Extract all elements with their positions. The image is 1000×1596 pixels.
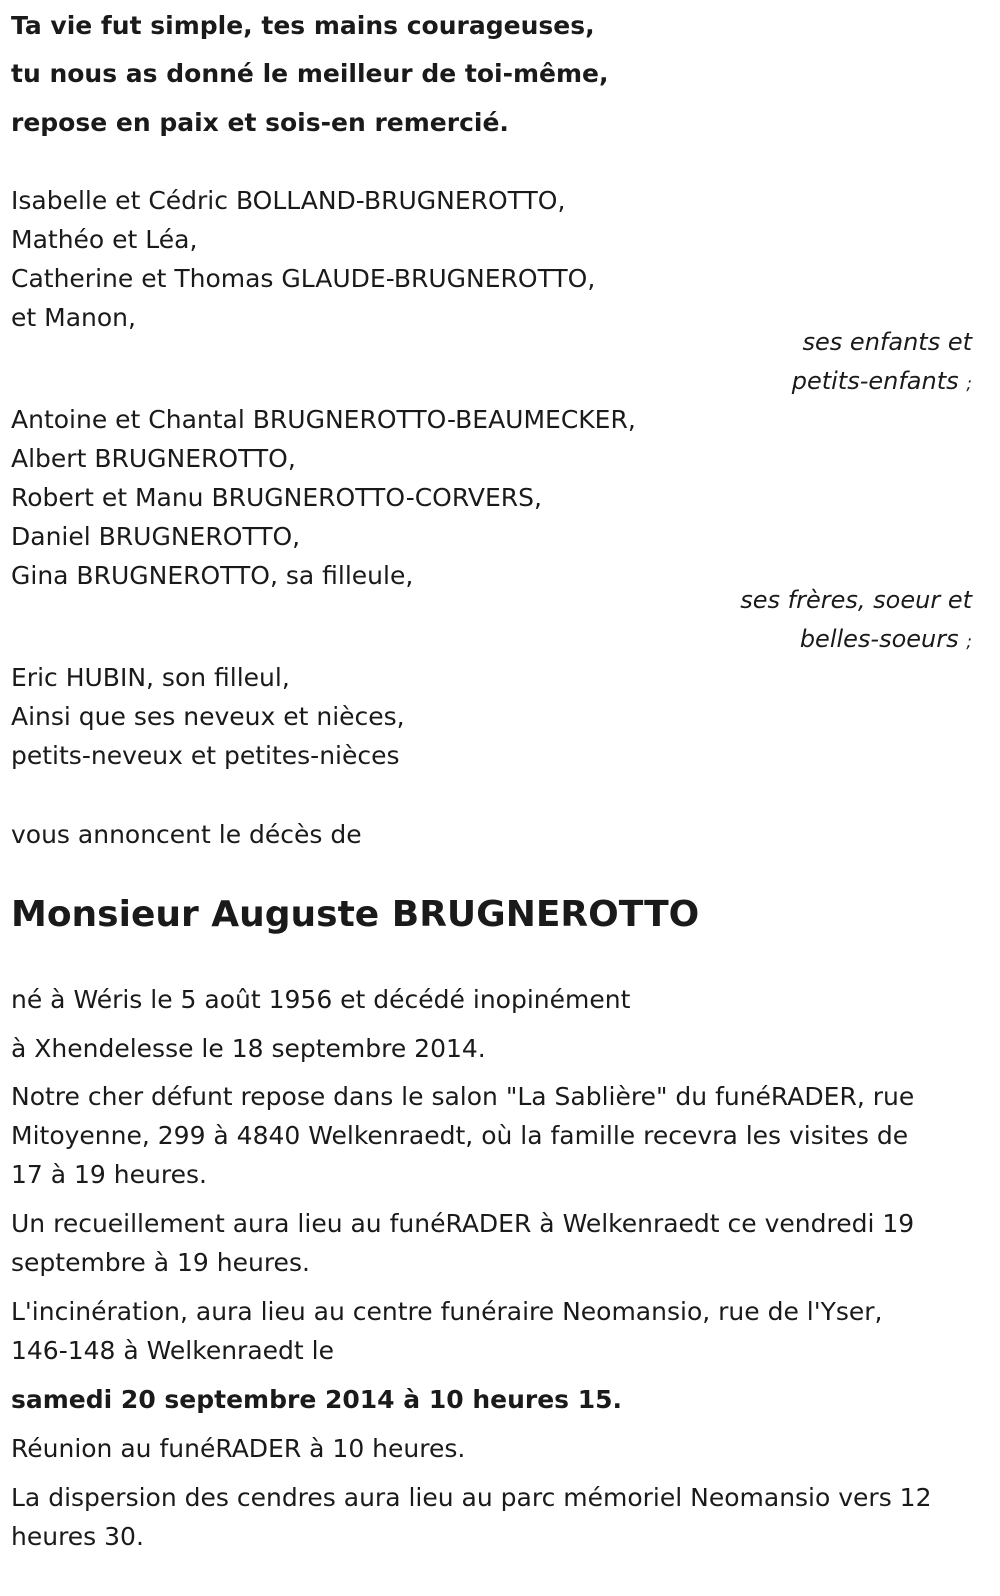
family-line: Daniel BRUGNEROTTO,	[11, 522, 301, 551]
family-line: Mathéo et Léa,	[11, 225, 198, 254]
announce-text: vous annoncent le décès de	[11, 820, 362, 849]
detail-line: heures 30.	[11, 1522, 144, 1551]
family-line: Eric HUBIN, son filleul,	[11, 663, 290, 692]
detail-line: Un recueillement aura lieu au funéRADER à Welkenraedt ce vendredi 19	[11, 1209, 915, 1238]
ceremony-date: samedi 20 septembre 2014 à 10 heures 15.	[11, 1385, 623, 1414]
detail-line: Réunion au funéRADER à 10 heures.	[11, 1434, 466, 1463]
relation-1-text: petits-enfants	[791, 367, 959, 395]
family-line: Gina BRUGNEROTTO, sa filleule,	[11, 561, 414, 590]
deceased-name: Monsieur Auguste BRUGNEROTTO	[11, 894, 700, 935]
family-line: Albert BRUGNEROTTO,	[11, 444, 296, 473]
detail-line: L'incinération, aura lieu au centre funéraire Neomansio, rue de l'Yser,	[11, 1297, 883, 1326]
family-line: Catherine et Thomas GLAUDE-BRUGNEROTTO,	[11, 264, 596, 293]
relation-2-punct: ;	[966, 632, 972, 652]
relation-1-line-2	[792, 366, 972, 399]
poem-line-2: tu nous as donné le meilleur de toi-même,	[11, 59, 609, 88]
family-line: Ainsi que ses neveux et nièces,	[11, 702, 405, 731]
poem-line-3: repose en paix et sois-en remercié.	[11, 108, 509, 137]
detail-line: La dispersion des cendres aura lieu au parc mémoriel Neomansio vers 12	[11, 1483, 932, 1512]
relation-1-line-1: ses enfants et	[802, 328, 972, 356]
detail-line: né à Wéris le 5 août 1956 et décédé inopinément	[11, 985, 631, 1014]
family-line: Robert et Manu BRUGNEROTTO-CORVERS,	[11, 483, 542, 512]
detail-line: 17 à 19 heures.	[11, 1160, 207, 1189]
family-line: Isabelle et Cédric BOLLAND-BRUGNEROTTO,	[11, 186, 566, 215]
relation-2-line-1: ses frères, soeur et	[740, 586, 972, 614]
family-line: Antoine et Chantal BRUGNEROTTO-BEAUMECKER,	[11, 405, 636, 434]
family-line: et Manon,	[11, 303, 136, 332]
family-line: petits-neveux et petites-nièces	[11, 741, 400, 770]
detail-line: Mitoyenne, 299 à 4840 Welkenraedt, où la famille recevra les visites de	[11, 1121, 909, 1150]
relation-2-line-2	[800, 624, 972, 657]
detail-line: à Xhendelesse le 18 septembre 2014.	[11, 1034, 486, 1063]
relation-2-text: belles-soeurs	[799, 625, 959, 653]
detail-line: Notre cher défunt repose dans le salon "La Sablière" du funéRADER, rue	[11, 1082, 915, 1111]
poem-line-1: Ta vie fut simple, tes mains courageuses,	[11, 11, 595, 40]
detail-line: 146-148 à Welkenraedt le	[11, 1336, 334, 1365]
relation-1-punct: ;	[966, 374, 972, 394]
detail-line: septembre à 19 heures.	[11, 1248, 310, 1277]
